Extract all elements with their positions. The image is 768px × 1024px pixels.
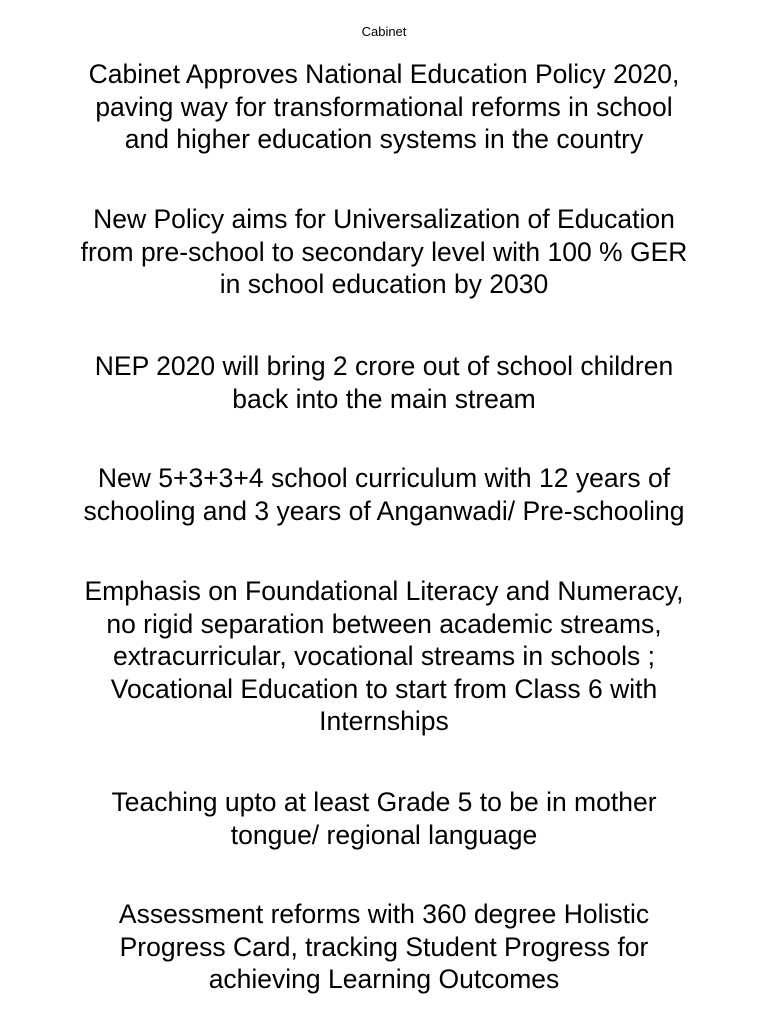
mother-tongue-paragraph: Teaching upto at least Grade 5 to be in mother tongue/ regional language (111, 787, 657, 850)
headline-paragraph: Cabinet Approves National Education Policy 2020, paving way for transformational reforms in school and higher education systems in the country (88, 59, 680, 155)
out-of-school-paragraph: NEP 2020 will bring 2 crore out of school children back into the main stream (94, 351, 674, 414)
universalization-paragraph: New Policy aims for Universalization of Education from pre-school to secondary level with 100 % GER in school education by 2030 (80, 204, 688, 300)
foundational-literacy-paragraph: Emphasis on Foundational Literacy and Numeracy, no rigid separation between academic streams, extracurricular, vocational streams in schools ; Vocational Education to start from Class 6 with Internships (84, 576, 684, 737)
assessment-paragraph: Assessment reforms with 360 degree Holistic Progress Card, tracking Student Progress for achieving Learning Outcomes (118, 899, 650, 995)
curriculum-paragraph: New 5+3+3+4 school curriculum with 12 years of schooling and 3 years of Anganwadi/ Pre-schooling (83, 463, 685, 526)
page-header: Cabinet (361, 24, 407, 39)
